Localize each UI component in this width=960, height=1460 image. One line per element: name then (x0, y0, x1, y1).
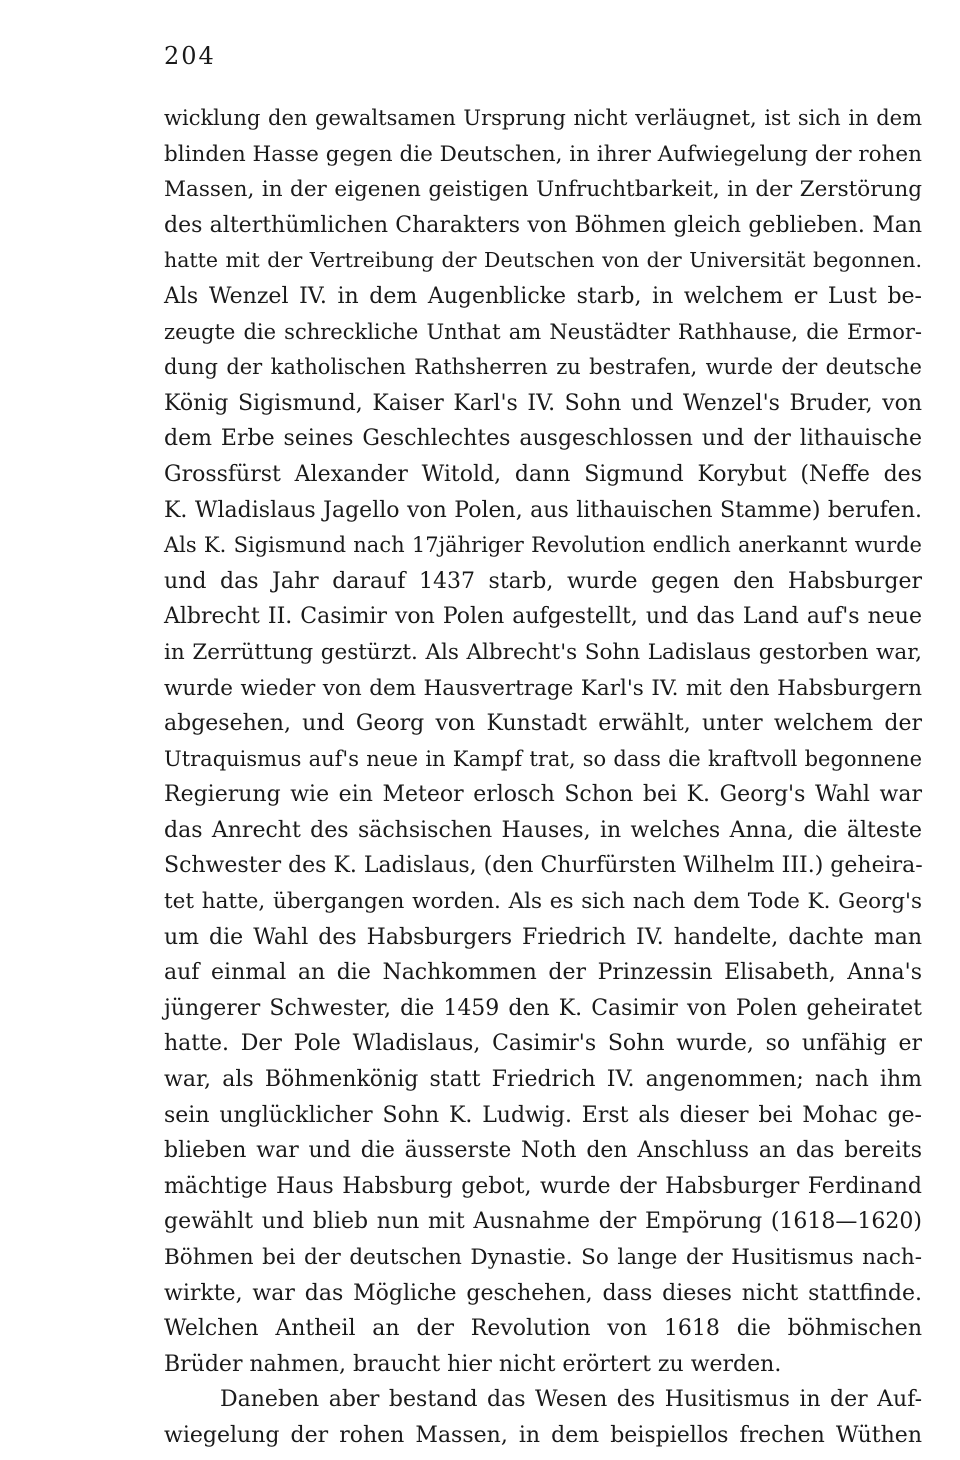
text-line: des alterthümlichen Charakters von Böhmen gleich geblieben. Man (164, 212, 922, 238)
text-line: blinden Hasse gegen die Deutschen, in ihrer Aufwiegelung der rohen (164, 141, 922, 167)
text-line: in Zerrüttung gestürzt. Als Albrecht's Sohn Ladislaus gestorben war, (164, 639, 922, 665)
text-line: K. Wladislaus Jagello von Polen, aus lithauischen Stamme) berufen. (164, 497, 922, 523)
text-line: wicklung den gewaltsamen Ursprung nicht verläugnet, ist sich in dem (164, 106, 922, 130)
text-line: Grossfürst Alexander Witold, dann Sigmund Korybut (Neffe des (164, 461, 922, 487)
page-number: 204 (164, 42, 216, 70)
text-line: Utraquismus auf's neue in Kampf trat, so dass die kraftvoll begonnene (164, 746, 922, 771)
text-line: mächtige Haus Habsburg gebot, wurde der Habsburger Ferdinand (164, 1173, 922, 1199)
text-line: hatte. Der Pole Wladislaus, Casimir's Sohn wurde, so unfähig er (164, 1031, 922, 1057)
text-line: jüngerer Schwester, die 1459 den K. Casimir von Polen geheiratet (164, 995, 922, 1021)
body-text (164, 101, 922, 1454)
text-line: tet hatte, übergangen worden. Als es sich nach dem Tode K. Georg's (164, 889, 922, 915)
text-line: König Sigismund, Kaiser Karl's IV. Sohn und Wenzel's Bruder, von (164, 390, 922, 416)
text-line: Regierung wie ein Meteor erlosch Schon bei K. Georg's Wahl war (164, 782, 922, 808)
text-line: zeugte die schreckliche Unthat am Neustädter Rathhause, die Ermor- (164, 319, 922, 344)
text-line: Böhmen bei der deutschen Dynastie. So lange der Husitismus nach- (164, 1245, 922, 1270)
text-line: und das Jahr darauf 1437 starb, wurde gegen den Habsburger (164, 568, 922, 594)
text-line: dung der katholischen Rathsherren zu bestrafen, wurde der deutsche (164, 355, 922, 380)
text-line: Welchen Antheil an der Revolution von 1618 die böhmischen (164, 1316, 922, 1342)
text-line: auf einmal an die Nachkommen der Prinzessin Elisabeth, Anna's (164, 960, 922, 986)
text-line: dem Erbe seines Geschlechtes ausgeschlossen und der lithauische (164, 426, 922, 452)
text-line: Als Wenzel IV. in dem Augenblicke starb, in welchem er Lust be- (164, 283, 922, 309)
text-line: abgesehen, und Georg von Kunstadt erwählt, unter welchem der (164, 711, 922, 737)
text-line: Albrecht II. Casimir von Polen aufgestellt, und das Land auf's neue (164, 604, 922, 630)
text-line: das Anrecht des sächsischen Hauses, in welches Anna, die älteste (164, 817, 922, 843)
text-line: Als K. Sigismund nach 17jähriger Revolution endlich anerkannt wurde (164, 533, 922, 558)
text-line: wurde wieder von dem Hausvertrage Karl's IV. mit den Habsburgern (164, 675, 922, 701)
text-line: blieben war und die äusserste Noth den Anschluss an das bereits (164, 1138, 922, 1164)
text-line: sein unglücklicher Sohn K. Ludwig. Erst als dieser bei Mohac ge- (164, 1102, 922, 1128)
paragraph-end-line: Brüder nahmen, braucht hier nicht erörtert zu werden. (164, 1351, 782, 1377)
paragraph-start-line: Daneben aber bestand das Wesen des Husitismus in der Auf- (220, 1387, 922, 1413)
text-line: wirkte, war das Mögliche geschehen, dass dieses nicht stattfinde. (164, 1280, 922, 1306)
text-line: um die Wahl des Habsburgers Friedrich IV. handelte, dachte man (164, 924, 922, 950)
text-line: gewählt und blieb nun mit Ausnahme der Empörung (1618—1620) (164, 1209, 922, 1235)
text-line: Massen, in der eigenen geistigen Unfruchtbarkeit, in der Zerstörung (164, 177, 922, 203)
text-line: hatte mit der Vertreibung der Deutschen von der Universität begonnen. (164, 248, 922, 273)
text-line: war, als Böhmenkönig statt Friedrich IV. angenommen; nach ihm (164, 1067, 922, 1093)
text-line: wiegelung der rohen Massen, in dem beispiellos frechen Wüthen (164, 1422, 922, 1448)
text-line: Schwester des K. Ladislaus, (den Churfürsten Wilhelm III.) geheira- (164, 853, 923, 879)
